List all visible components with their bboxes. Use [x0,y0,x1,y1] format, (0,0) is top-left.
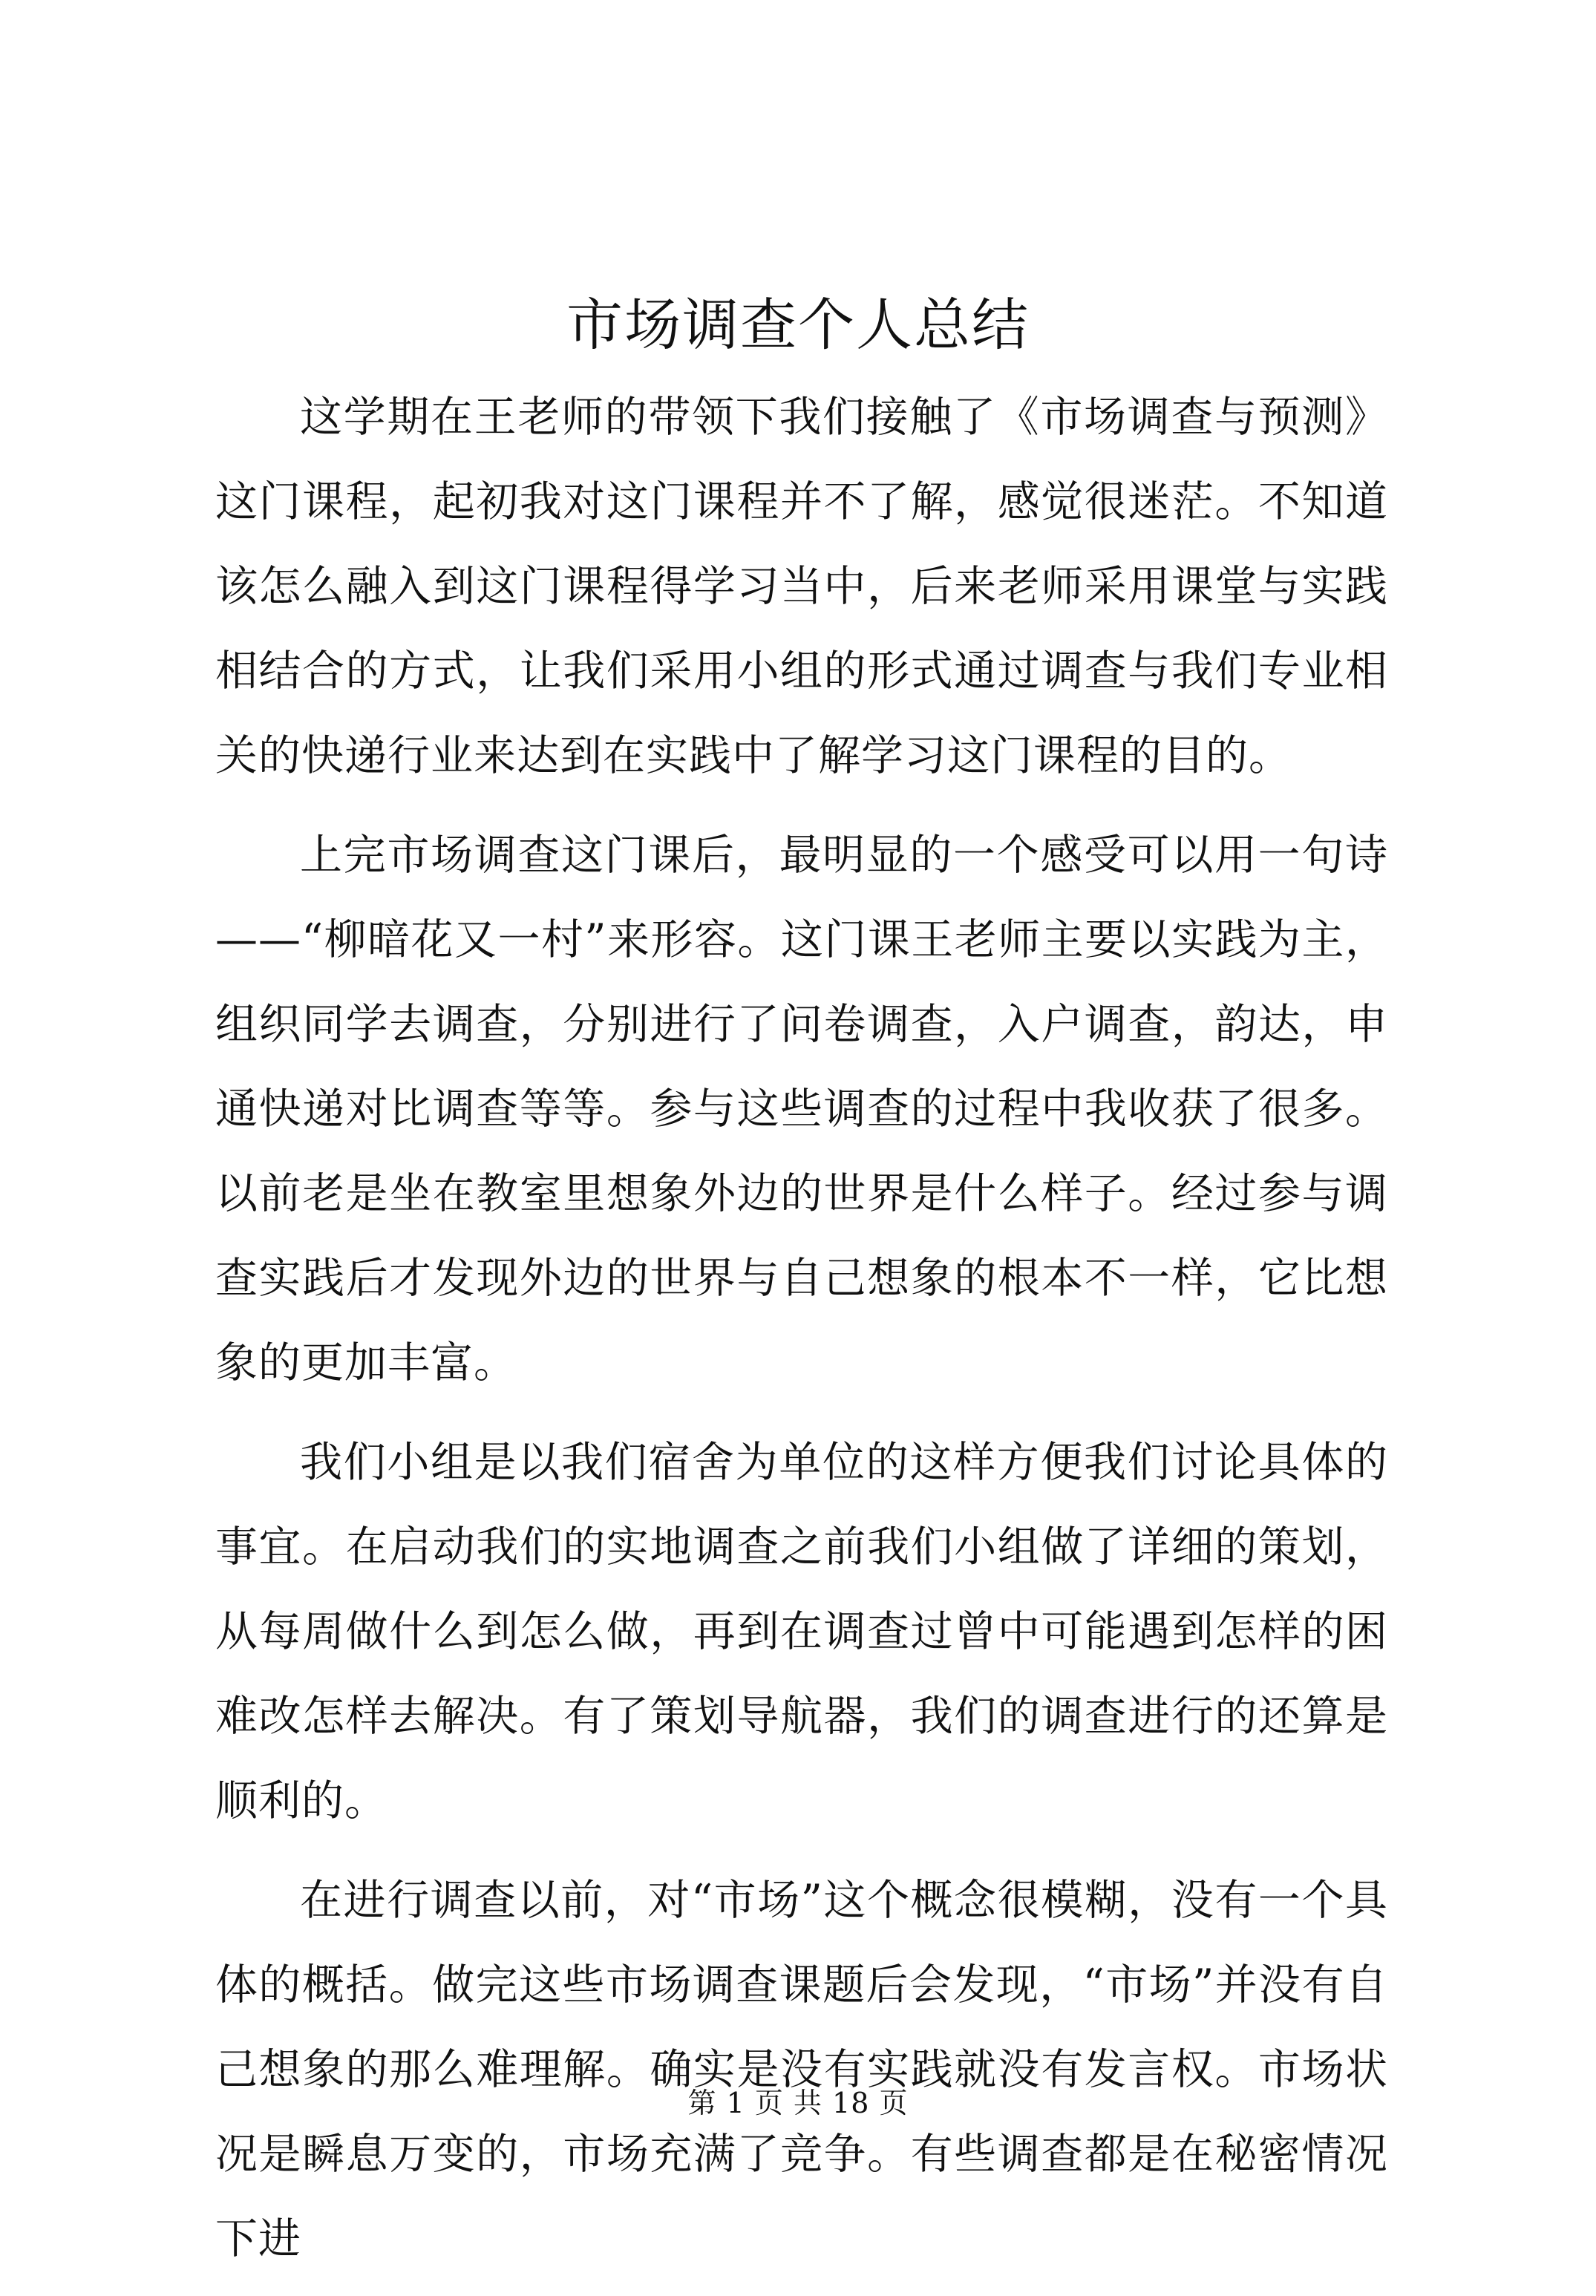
paragraph-1: 这学期在王老师的带领下我们接触了《市场调查与预测》这门课程，起初我对这门课程并不了解，感觉很迷茫。不知道该怎么融入到这门课程得学习当中，后来老师采用课堂与实践相结合的方式，让我们采用小组的形式通过调查与我们专业相关的快递行业来达到在实践中了解学习这门课程的目的。 [215,393,1388,780]
document-title: 市场调查个人总结 [566,292,1030,358]
paragraph-3: 我们小组是以我们宿舍为单位的这样方便我们讨论具体的事宜。在启动我们的实地调查之前我们小组做了详细的策划，从每周做什么到怎么做，再到在调查过曾中可能遇到怎样的困难改怎样去解决。有了策划导航器，我们的调查进行的还算是顺利的。 [215,1438,1388,1825]
paragraph-4: 在进行调查以前，对“市场”这个概念很模糊，没有一个具体的概括。做完这些市场调查课题后会发现，“市场”并没有自己想象的那么难理解。确实是没有实践就没有发言权。市场状况是瞬息万变的，市场充满了竞争。有些调查都是在秘密情况下进 [215,1876,1388,2263]
paragraph-2: 上完市场调查这门课后，最明显的一个感受可以用一句诗——“柳暗花又一村”来形容。这门课王老师主要以实践为主，组织同学去调查，分别进行了问卷调查，入户调查，韵达，申通快递对比调查等等。参与这些调查的过程中我收获了很多。以前老是坐在教室里想象外边的世界是什么样子。经过参与调查实践后才发现外边的世界与自己想象的根本不一样，它比想象的更加丰富。 [215,831,1388,1387]
document-body [215,375,1388,2296]
page-number-footer: 第 1 页 共 18 页 [687,2087,909,2119]
